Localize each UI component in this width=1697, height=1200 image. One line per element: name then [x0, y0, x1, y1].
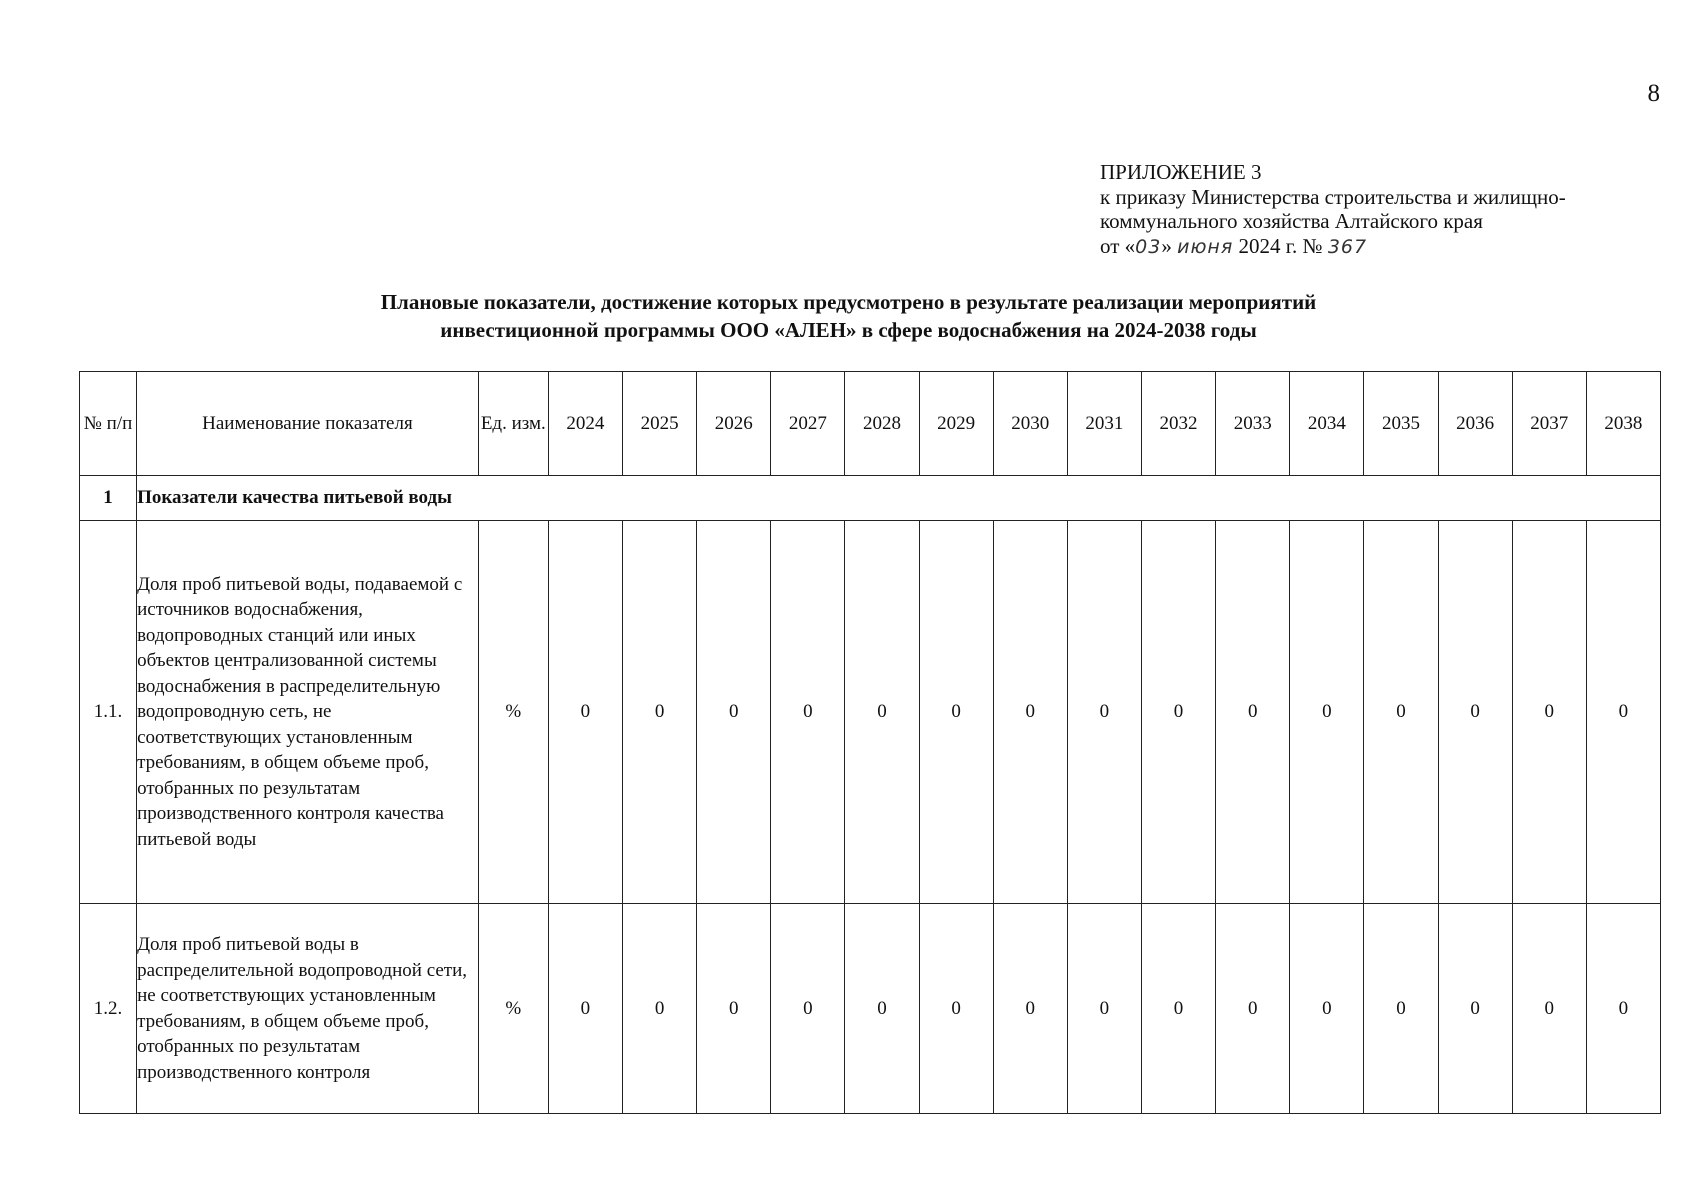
header-year: 2034 — [1290, 372, 1364, 476]
document-title — [200, 288, 1497, 344]
value-cell: 0 — [548, 904, 622, 1114]
section-name: Показатели качества питьевой воды — [137, 476, 1661, 521]
unit-cell: % — [478, 904, 548, 1114]
value-cell: 0 — [1364, 521, 1438, 904]
header-year: 2032 — [1141, 372, 1215, 476]
table-row — [80, 904, 1661, 1114]
value-cell: 0 — [1586, 904, 1660, 1114]
handwritten-order-number: 367 — [1327, 235, 1368, 258]
value-cell: 0 — [771, 904, 845, 1114]
value-cell: 0 — [1438, 521, 1512, 904]
header-year: 2037 — [1512, 372, 1586, 476]
title-line-2: инвестиционной программы ООО «АЛЕН» в сфере водоснабжения на 2024-2038 годы — [440, 318, 1257, 342]
header-unit: Ед. изм. — [478, 372, 548, 476]
value-cell: 0 — [1586, 521, 1660, 904]
indicator-name: Доля проб питьевой воды, подаваемой с источников водоснабжения, водопроводных станций или иных объектов централизованной системы водоснабжения в распределительную водопроводную сеть, не соответствующих установленным требованиям, в общем объеме проб, отобранных по результатам производственного контроля качества питьевой воды — [137, 521, 479, 904]
header-year: 2025 — [623, 372, 697, 476]
value-cell: 0 — [697, 521, 771, 904]
value-cell: 0 — [1216, 904, 1290, 1114]
appendix-order-line-1: к приказу Министерства строительства и жилищно- — [1100, 184, 1566, 209]
header-year: 2029 — [919, 372, 993, 476]
value-cell: 0 — [1141, 904, 1215, 1114]
value-cell: 0 — [1512, 904, 1586, 1114]
row-number: 1.1. — [80, 521, 137, 904]
value-cell: 0 — [771, 521, 845, 904]
value-cell: 0 — [623, 904, 697, 1114]
header-year: 2028 — [845, 372, 919, 476]
table-row — [80, 521, 1661, 904]
unit-cell: % — [478, 521, 548, 904]
header-name: Наименование показателя — [137, 372, 479, 476]
header-year: 2033 — [1216, 372, 1290, 476]
header-year: 2038 — [1586, 372, 1660, 476]
header-year: 2030 — [993, 372, 1067, 476]
value-cell: 0 — [1067, 904, 1141, 1114]
section-row — [80, 476, 1661, 521]
value-cell: 0 — [1290, 904, 1364, 1114]
indicator-name: Доля проб питьевой воды в распределительной водопроводной сети, не соответствующих установленным требованиям, в общем объеме проб, отобранных по результатам производственного контроля — [137, 904, 479, 1114]
date-mid: » — [1161, 233, 1178, 258]
value-cell: 0 — [1512, 521, 1586, 904]
header-year: 2027 — [771, 372, 845, 476]
value-cell: 0 — [1141, 521, 1215, 904]
header-year: 2026 — [697, 372, 771, 476]
value-cell: 0 — [1067, 521, 1141, 904]
value-cell: 0 — [623, 521, 697, 904]
row-number: 1.2. — [80, 904, 137, 1114]
header-row — [80, 372, 1661, 476]
header-year: 2035 — [1364, 372, 1438, 476]
value-cell: 0 — [697, 904, 771, 1114]
value-cell: 0 — [1438, 904, 1512, 1114]
header-year: 2036 — [1438, 372, 1512, 476]
appendix-block — [1100, 160, 1660, 259]
value-cell: 0 — [845, 904, 919, 1114]
title-line-1: Плановые показатели, достижение которых предусмотрено в результате реализации мероприятий — [380, 290, 1317, 314]
value-cell: 0 — [1364, 904, 1438, 1114]
appendix-date-line — [1100, 234, 1660, 260]
header-year: 2024 — [548, 372, 622, 476]
value-cell: 0 — [919, 904, 993, 1114]
value-cell: 0 — [1216, 521, 1290, 904]
date-prefix: от « — [1100, 233, 1136, 258]
header-year: 2031 — [1067, 372, 1141, 476]
handwritten-month: июня — [1177, 235, 1234, 258]
handwritten-day: 03 — [1135, 235, 1162, 258]
value-cell: 0 — [548, 521, 622, 904]
header-num: № п/п — [80, 372, 137, 476]
date-year: 2024 г. № — [1233, 233, 1328, 258]
appendix-title: ПРИЛОЖЕНИЕ 3 — [1100, 160, 1262, 184]
value-cell: 0 — [1290, 521, 1364, 904]
value-cell: 0 — [993, 521, 1067, 904]
value-cell: 0 — [919, 521, 993, 904]
value-cell: 0 — [845, 521, 919, 904]
value-cell: 0 — [993, 904, 1067, 1114]
appendix-order-line-2: коммунального хозяйства Алтайского края — [1100, 209, 1483, 233]
page-number: 8 — [1647, 80, 1660, 107]
indicators-table — [79, 371, 1661, 1114]
section-number: 1 — [80, 476, 137, 521]
